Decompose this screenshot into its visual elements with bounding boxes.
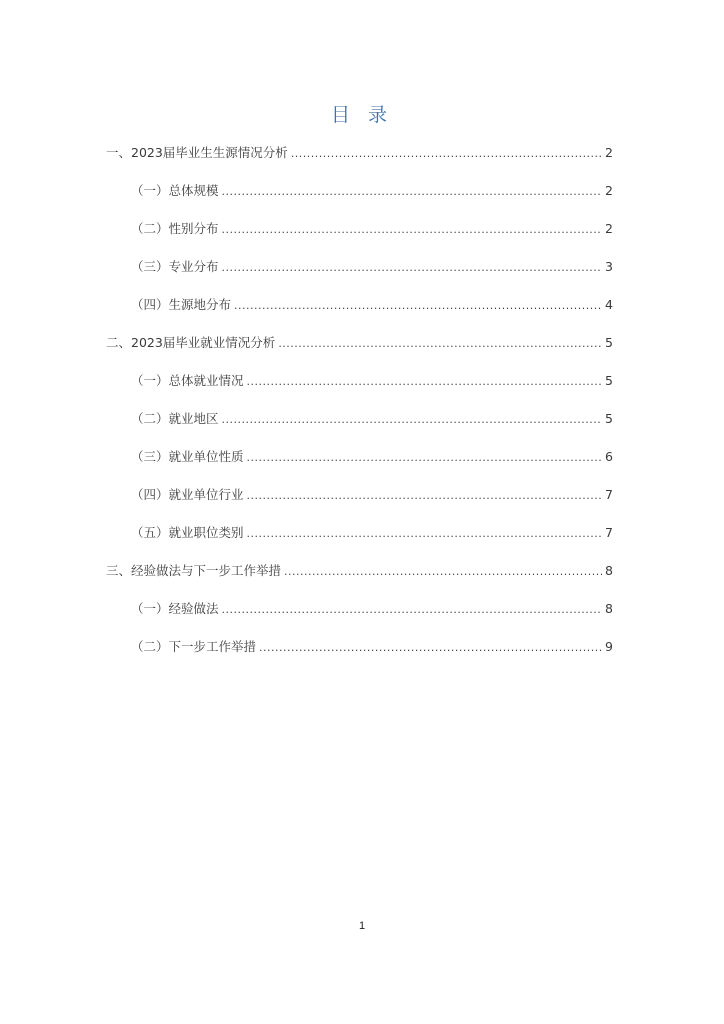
toc-entry-2-2[interactable] xyxy=(131,408,613,430)
toc-entry-1-4[interactable] xyxy=(131,294,613,316)
toc-entry-page: 5 xyxy=(605,373,613,388)
page-number: 1 xyxy=(358,920,366,932)
toc-entry-text: （四）生源地分布 xyxy=(131,297,232,312)
toc-entry-text: （二）就业地区 xyxy=(131,411,219,426)
toc-entry-2-4[interactable] xyxy=(131,484,613,506)
toc-entry-page: 2 xyxy=(605,221,613,236)
toc-entry-section-3[interactable] xyxy=(106,560,613,582)
toc-entry-1-2[interactable] xyxy=(131,218,613,240)
toc-entry-text: （一）总体就业情况 xyxy=(131,373,244,388)
toc-entry-2-3[interactable] xyxy=(131,446,613,468)
toc-entry-page: 5 xyxy=(605,335,613,350)
toc-entry-text: （二）性别分布 xyxy=(131,221,219,236)
toc-entry-3-1[interactable] xyxy=(131,598,613,620)
toc-entry-text: 三、经验做法与下一步工作举措 xyxy=(106,563,282,578)
dot-leader xyxy=(247,371,602,393)
toc-entry-1-1[interactable] xyxy=(131,180,613,202)
dot-leader xyxy=(222,257,602,279)
toc-entry-text: （一）总体规模 xyxy=(131,183,219,198)
toc-entry-page: 2 xyxy=(605,145,613,160)
dot-leader xyxy=(259,637,602,659)
toc-entry-text: （一）经验做法 xyxy=(131,601,219,616)
toc-entry-page: 5 xyxy=(605,411,613,426)
toc-entry-page: 4 xyxy=(605,297,613,312)
dot-leader xyxy=(222,599,602,621)
toc-entry-1-3[interactable] xyxy=(131,256,613,278)
dot-leader xyxy=(222,409,602,431)
dot-leader xyxy=(291,143,602,165)
dot-leader xyxy=(222,181,602,203)
toc-entry-text: （三）就业单位性质 xyxy=(131,449,244,464)
toc-entry-page: 3 xyxy=(605,259,613,274)
toc-entry-2-5[interactable] xyxy=(131,522,613,544)
toc-entry-text: （四）就业单位行业 xyxy=(131,487,244,502)
toc-entry-text: 二、2023届毕业就业情况分析 xyxy=(106,335,276,350)
toc-entry-section-2[interactable] xyxy=(106,332,613,354)
dot-leader xyxy=(222,219,602,241)
toc-entry-page: 2 xyxy=(605,183,613,198)
dot-leader xyxy=(284,561,602,583)
toc-entry-page: 7 xyxy=(605,525,613,540)
toc-entry-text: （五）就业职位类别 xyxy=(131,525,244,540)
toc-entry-2-1[interactable] xyxy=(131,370,613,392)
toc-entry-page: 7 xyxy=(605,487,613,502)
toc-entry-3-2[interactable] xyxy=(131,636,613,658)
dot-leader xyxy=(247,447,602,469)
toc-entry-text: （二）下一步工作举措 xyxy=(131,639,257,654)
toc-entry-page: 9 xyxy=(605,639,613,654)
dot-leader xyxy=(247,523,602,545)
dot-leader xyxy=(234,295,602,317)
toc-title: 目 录 xyxy=(330,104,394,126)
toc-entry-section-1[interactable] xyxy=(106,142,613,164)
dot-leader xyxy=(278,333,602,355)
toc-entry-page: 8 xyxy=(605,563,613,578)
toc-entry-page: 8 xyxy=(605,601,613,616)
toc-entry-text: （三）专业分布 xyxy=(131,259,219,274)
toc-entry-page: 6 xyxy=(605,449,613,464)
toc-entry-text: 一、2023届毕业生生源情况分析 xyxy=(106,145,288,160)
dot-leader xyxy=(247,485,602,507)
